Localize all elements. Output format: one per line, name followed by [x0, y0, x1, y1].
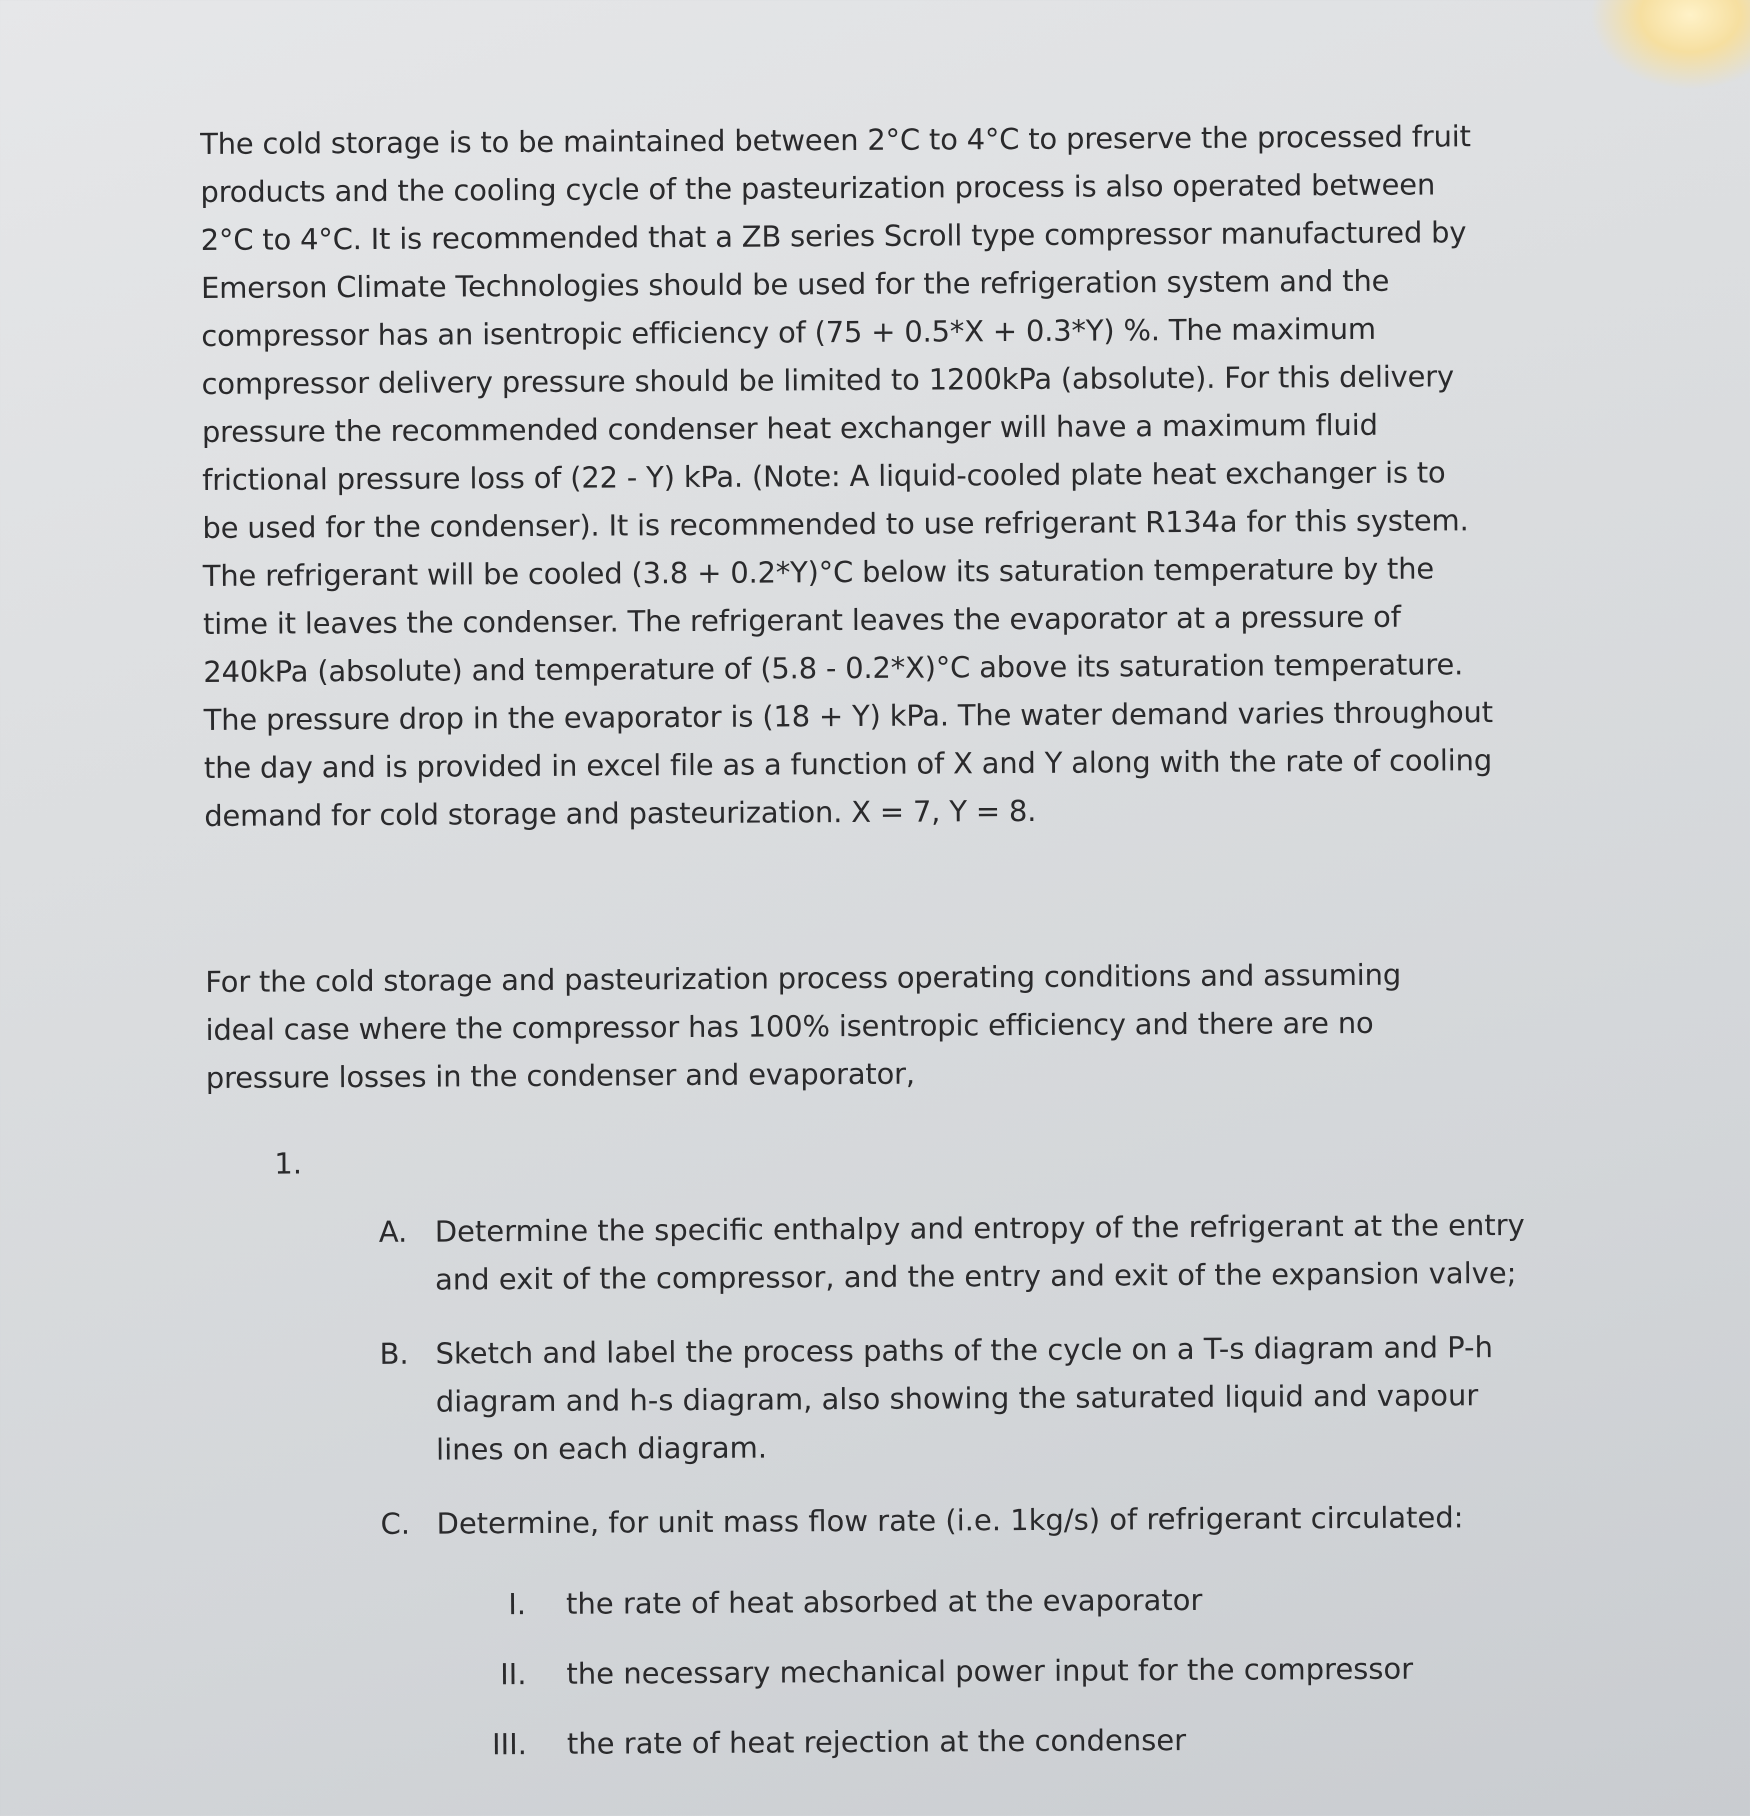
text-line: pressure losses in the condenser and evaporator,: [205, 1056, 915, 1095]
text-line: Sketch and label the process paths of the cycle on a T-s diagram and P-h: [435, 1330, 1494, 1371]
text-line: Determine the specific enthalpy and entropy of the refrigerant at the entry: [434, 1207, 1525, 1249]
document-page: [200, 112, 1600, 1781]
sub-question-text: the rate of heat absorbed at the evaporator: [565, 1582, 1203, 1621]
question-items: [379, 1200, 1600, 1779]
text-line: pressure the recommended condenser heat exchanger will have a maximum fluid: [201, 407, 1378, 449]
question-number: 1.: [274, 1146, 303, 1181]
roman-numeral: I.: [508, 1587, 527, 1622]
text-line: The cold storage is to be maintained between 2°C to 4°C to preserve the processed fruit: [200, 119, 1471, 161]
text-line: compressor delivery pressure should be limited to 1200kPa (absolute). For this delivery: [201, 359, 1455, 401]
assumptions-paragraph: [205, 949, 1596, 1101]
sub-question-text: the rate of heat rejection at the condenser: [566, 1723, 1187, 1761]
sub-question-ii: [461, 1632, 1599, 1709]
text-line: The refrigerant will be cooled (3.8 + 0.2*Y)°C below its saturation temperature by the: [202, 551, 1435, 593]
text-line: time it leaves the condenser. The refrigerant leaves the evaporator at a pressure of: [202, 599, 1401, 641]
item-letter: C.: [380, 1506, 411, 1541]
text-line: diagram and h-s diagram, also showing the saturated liquid and vapour: [435, 1378, 1479, 1419]
sub-question-i: [461, 1562, 1599, 1639]
sub-question-text: the necessary mechanical power input for the compressor: [566, 1651, 1414, 1691]
question-item-a: [379, 1200, 1598, 1303]
text-line: 240kPa (absolute) and temperature of (5.8 - 0.2*X)°C above its saturation temperature.: [203, 647, 1464, 689]
text-line: lines on each diagram.: [436, 1430, 768, 1467]
text-line: compressor has an isentropic efficiency of (75 + 0.5*X + 0.3*Y) %. The maximum: [201, 311, 1376, 353]
text-line: ideal case where the compressor has 100% isentropic efficiency and there are no: [205, 1005, 1374, 1047]
roman-numeral: III.: [491, 1727, 528, 1762]
roman-numeral: II.: [500, 1657, 527, 1692]
text-line: products and the cooling cycle of the pasteurization process is also operated between: [200, 167, 1436, 209]
text-line: Determine, for unit mass flow rate (i.e. 1kg/s) of refrigerant circulated:: [436, 1500, 1464, 1541]
text-line: frictional pressure loss of (22 - Y) kPa. (Note: A liquid-cooled plate heat exchanger is to: [202, 455, 1446, 497]
text-line: demand for cold storage and pasteurization. X = 7, Y = 8.: [204, 793, 1037, 833]
item-text: [435, 1201, 1526, 1304]
text-line: The pressure drop in the evaporator is (18 + Y) kPa. The water demand varies throughout: [203, 695, 1493, 737]
text-line: 2°C to 4°C. It is recommended that a ZB series Scroll type compressor manufactured by: [200, 215, 1467, 257]
light-glare: [1590, 0, 1750, 90]
text-line: Emerson Climate Technologies should be used for the refrigeration system and the: [200, 263, 1390, 305]
sub-question-iii: [462, 1702, 1600, 1779]
item-letter: B.: [379, 1336, 409, 1371]
item-text: [436, 1493, 1463, 1547]
item-letter: A.: [378, 1214, 408, 1249]
question-item-c: [380, 1492, 1598, 1547]
text-line: be used for the condenser). It is recommended to use refrigerant R134a for this system.: [202, 503, 1469, 545]
text-line: and exit of the compressor, and the entry and exit of the expansion valve;: [434, 1255, 1517, 1297]
problem-statement-paragraph: [200, 112, 1594, 840]
text-line: the day and is provided in excel file as a function of X and Y along with the rate of cooling: [203, 743, 1493, 785]
question-item-b: [379, 1322, 1598, 1473]
text-line: For the cold storage and pasteurization process operating conditions and assuming: [205, 957, 1402, 999]
item-text: [435, 1323, 1493, 1473]
sub-question-list: [461, 1562, 1600, 1779]
